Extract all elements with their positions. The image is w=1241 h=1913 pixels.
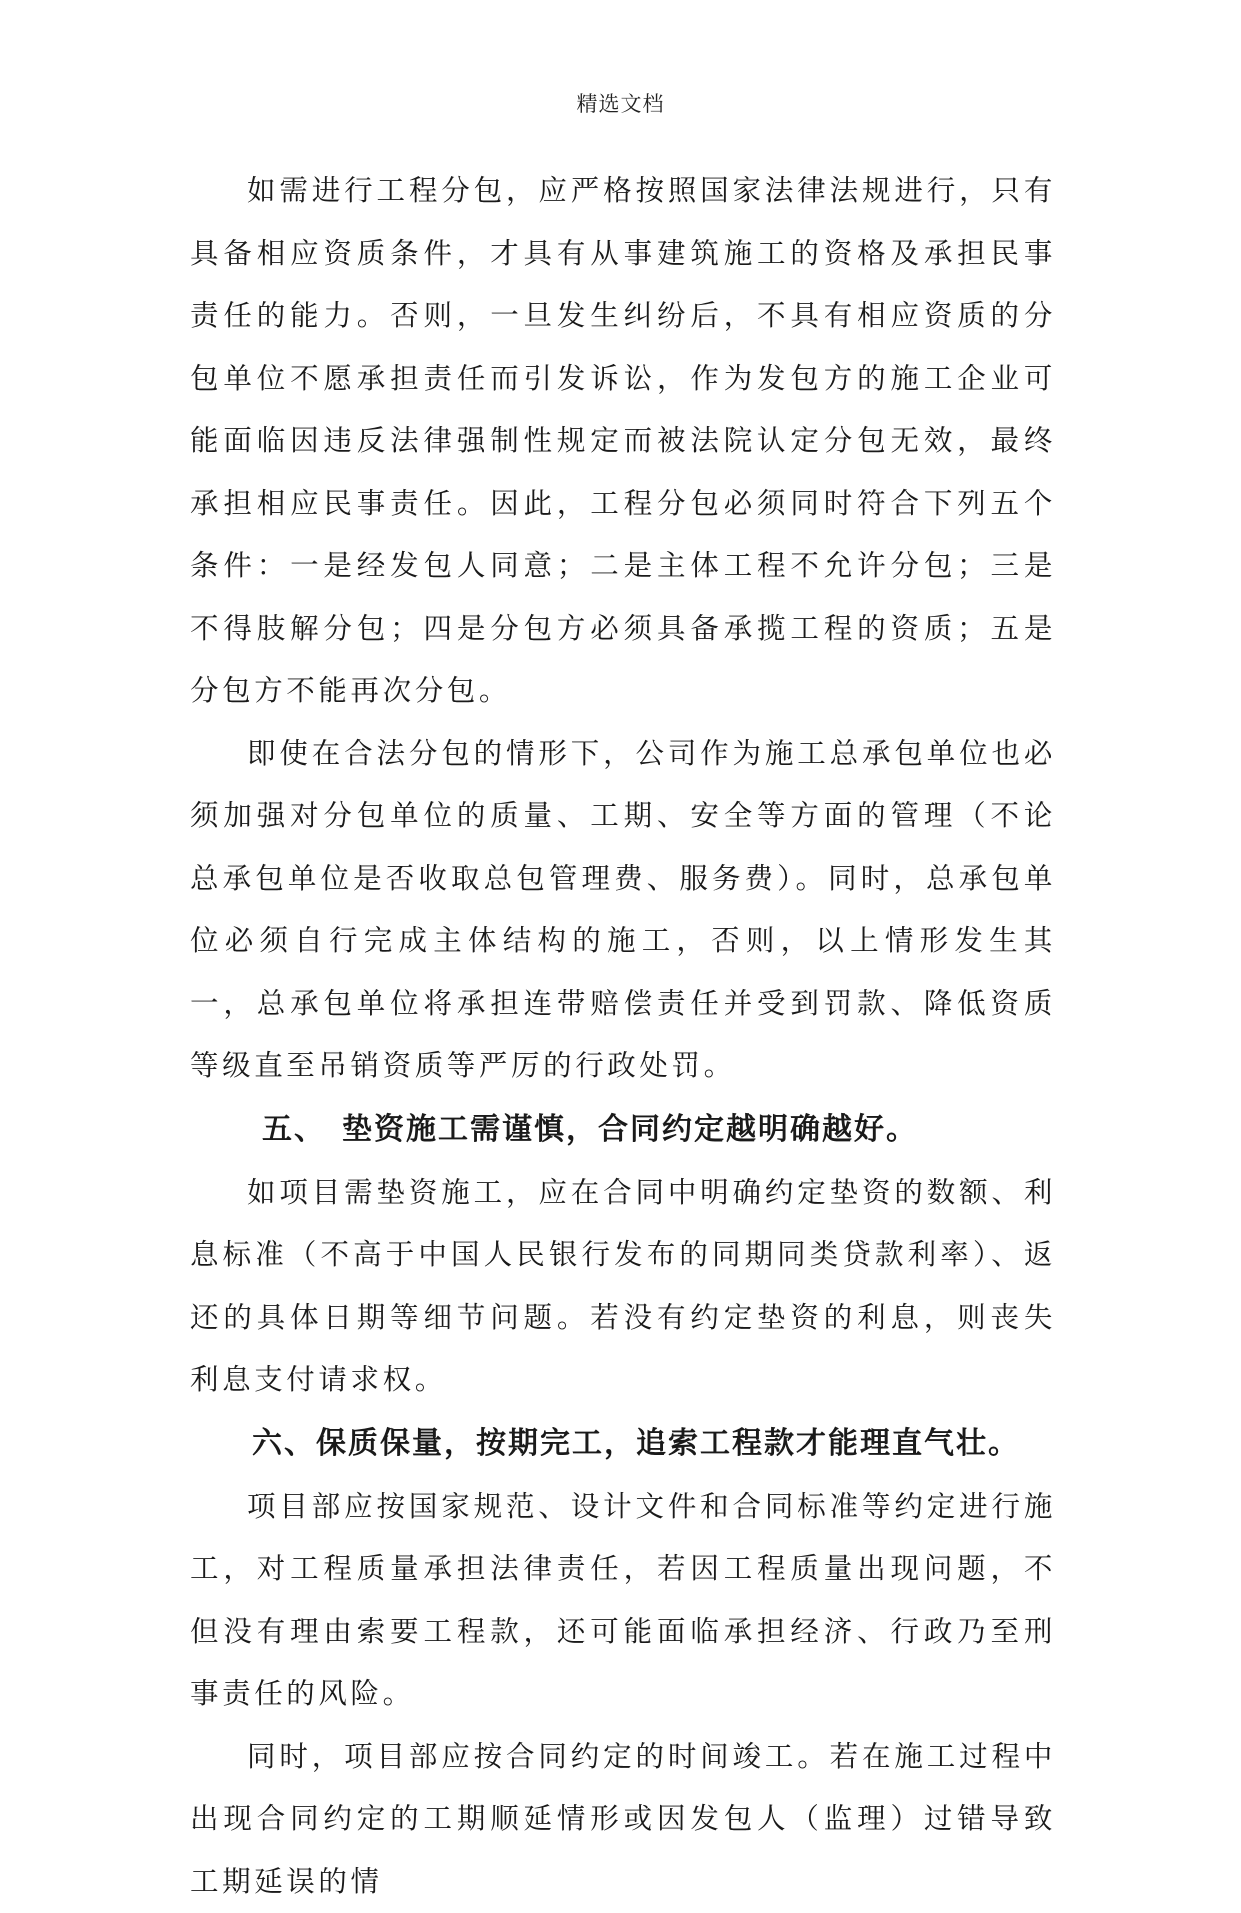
page-header: 精选文档 <box>0 88 1241 118</box>
document-body <box>190 160 1056 1913</box>
paragraph-quality: 项目部应按国家规范、设计文件和合同标准等约定进行施工，对工程质量承担法律责任，若因工程质量出现问题，不但没有理由索要工程款，还可能面临承担经济、行政乃至刑事责任的风险。 <box>190 1476 1056 1726</box>
paragraph-subcontract-management: 即使在合法分包的情形下，公司作为施工总承包单位也必须加强对分包单位的质量、工期、安全等方面的管理（不论总承包单位是否收取总包管理费、服务费）。同时，总承包单位必须自行完成主体结构的施工，否则，以上情形发生其一，总承包单位将承担连带赔偿责任并受到罚款、降低资质等级直至吊销资质等严厉的行政处罚。 <box>190 723 1056 1098</box>
paragraph-subcontracting: 如需进行工程分包，应严格按照国家法律法规进行，只有具备相应资质条件，才具有从事建筑施工的资格及承担民事责任的能力。否则，一旦发生纠纷后，不具有相应资质的分包单位不愿承担责任而引发诉讼，作为发包方的施工企业可能面临因违反法律强制性规定而被法院认定分包无效，最终承担相应民事责任。因此，工程分包必须同时符合下列五个条件：一是经发包人同意；二是主体工程不允许分包；三是不得肢解分包；四是分包方必须具备承揽工程的资质；五是分包方不能再次分包。 <box>190 160 1056 723</box>
section-heading-five <box>190 1098 1056 1162</box>
paragraph-schedule: 同时，项目部应按合同约定的时间竣工。若在施工过程中出现合同约定的工期顺延情形或因发包人（监理）过错导致工期延误的情 <box>190 1726 1056 1913</box>
section-heading-six: 六、保质保量，按期完工，追索工程款才能理直气壮。 <box>190 1412 1056 1476</box>
paragraph-advance-funding: 如项目需垫资施工，应在合同中明确约定垫资的数额、利息标准（不高于中国人民银行发布的同期同类贷款利率）、返还的具体日期等细节问题。若没有约定垫资的利息，则丧失利息支付请求权。 <box>190 1162 1056 1412</box>
section-title: 垫资施工需谨慎，合同约定越明确越好。 <box>342 1112 918 1147</box>
section-number: 五、 <box>262 1098 342 1162</box>
